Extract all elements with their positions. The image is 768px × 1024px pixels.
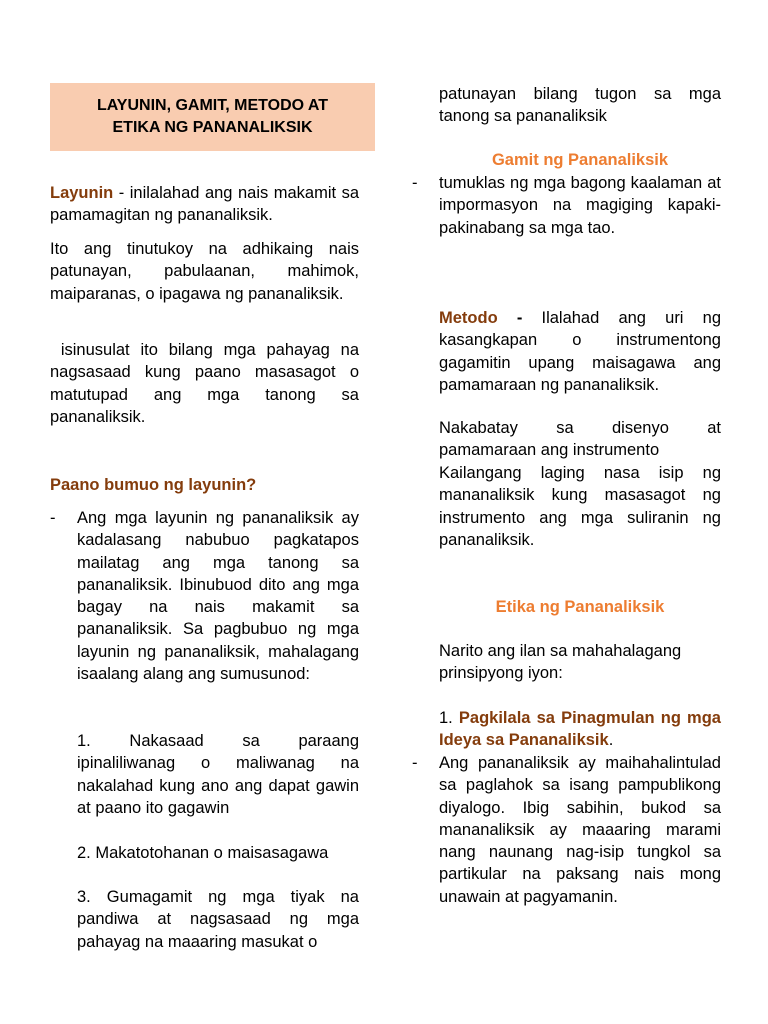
kailangan (439, 462, 721, 551)
heading-etika-text: Etika ng Pananaliksik (495, 598, 665, 616)
item-1 (77, 730, 359, 819)
continuation (439, 83, 721, 128)
title-line-1: LAYUNIN, GAMIT, METODO AT (96, 97, 329, 114)
bullet-layunin-text: Ang mga layunin ng pananaliksik ay kadalasang nabubuo pagkatapos mailatag ang mga tanong sa pananaliksik. Ibinubuod dito ang mga bagay na nais makamit sa pananaliksik. Sa pagbubuo ng mga layunin ng pananaliksik, mahalagang isaalang alang ang sumusunod: (77, 509, 359, 684)
item-2-text: 2. Makatotohanan o maisasagawa (77, 844, 329, 862)
dash-marker: - (412, 174, 418, 192)
bullet-gamit-text: tumuklas ng mga bagong kaalaman at impormasyon na magiging kapaki- pakinabang sa mga tao. (439, 174, 721, 237)
continuation-text: patunayan bilang tugon sa mga tanong sa pananaliksik (439, 85, 721, 126)
heading-gamit (439, 149, 721, 171)
title-box (50, 83, 375, 151)
paragraph-isinusulat (50, 339, 364, 428)
heading-gamit-text: Gamit ng Pananaliksik (491, 151, 669, 169)
heading-etika (439, 596, 721, 618)
bullet-pagkilala-text: Ang pananaliksik ay maihahalintulad sa paglahok sa isang pampublikong diyalogo. Ibig sabihin, bukod sa mananaliksik ay maaaring marami nang naunang nag-isip tungkol sa partikular na paksang nais mong unawain at pagyamanin. (439, 754, 721, 906)
layunin-def: - inilalahad ang nais makamit sa pamamagitan ng pananaliksik. (50, 184, 359, 225)
narito (439, 640, 721, 685)
title-line-2: ETIKA NG PANANALIKSIK (112, 119, 313, 136)
metodo-term: Metodo (439, 309, 498, 327)
paragraph-adhikain-text: Ito ang tinutukoy na adhikaing nais patunayan, pabulaanan, mahimok, maiparanas, o ipagawa ng pananaliksik. (50, 240, 359, 303)
layunin-definition (50, 182, 359, 227)
metodo-def: Ilalahad ang uri ng kasangkapan o instrumentong gagamitin upang maisagawa ang pamamaraan ng pananaliksik. (439, 309, 721, 394)
list-item (412, 752, 721, 908)
heading-paano-text: Paano bumuo ng layunin? (50, 476, 257, 494)
nakabatay (439, 417, 721, 462)
nakabatay-text: Nakabatay sa disenyo at pamamaraan ang instrumento (439, 419, 721, 460)
item-1-text: 1. Nakasaad sa paraang ipinaliliwanag o maliwanag na nakalahad kung ano ang dapat gawin at paano ito gagawin (77, 732, 359, 817)
item-3-text: 3. Gumagamit ng mga tiyak na pandiwa at nagsasaad ng mga pahayag na maaaring masukat o (77, 888, 359, 951)
narito-text: Narito ang ilan sa mahahalagang prinsipyong iyon: (439, 642, 682, 683)
metodo-definition (439, 307, 721, 396)
item-3 (77, 886, 359, 953)
paragraph-adhikain (50, 238, 359, 305)
heading-paano (50, 474, 359, 496)
list-item (50, 507, 359, 685)
item-2 (77, 842, 359, 864)
principle-1 (439, 707, 721, 752)
kailangan-text: Kailangang laging nasa isip ng mananaliksik kung masasagot ng instrumento ang mga suliranin ng pananaliksik. (439, 464, 721, 549)
layunin-term: Layunin (50, 184, 114, 202)
dash-marker: - (412, 754, 418, 772)
paragraph-isinusulat-text: isinusulat ito bilang mga pahayag na nagsasaad kung paano masasagot o matutupad ang mga tanong sa pananaliksik. (50, 341, 364, 426)
principle-1-end: . (608, 731, 614, 750)
metodo-separator: - (497, 309, 542, 327)
dash-marker: - (50, 509, 56, 527)
list-item (412, 172, 721, 239)
principle-1-title: Pagkilala sa Pinagmulan ng mga Ideya sa Pananaliksik (439, 709, 721, 750)
principle-1-number: 1. (439, 709, 459, 727)
